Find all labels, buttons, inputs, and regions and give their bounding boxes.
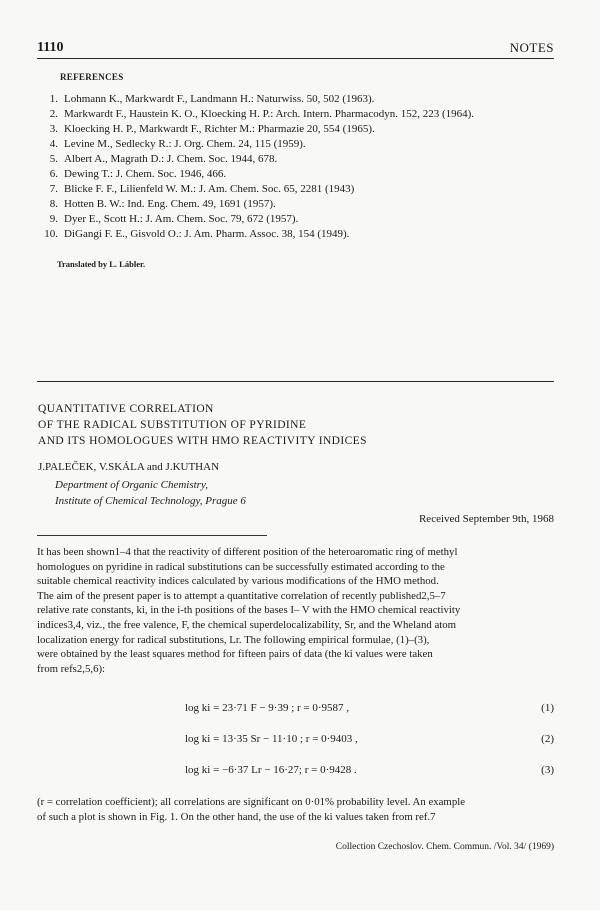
paragraph-line: of such a plot is shown in Fig. 1. On the other hand, the use of the ki values taken from ref.7 [37,810,436,823]
equation-2: log ki = 13·35 Sr − 11·10 ; r = 0·9403 , [185,733,358,745]
paragraph-line: (r = correlation coefficient); all correlations are significant on 0·01% probability level. An example [37,796,466,808]
institute: Institute of Chemical Technology, Prague 6 [55,495,246,507]
reference-number: 8. [49,198,58,210]
reference-text: Hotten B. W.: Ind. Eng. Chem. 49, 1691 (1957). [64,198,276,210]
reference-item [37,197,557,212]
reference-text: Blicke F. F., Lilienfeld W. M.: J. Am. Chem. Soc. 65, 2281 (1943) [64,183,355,195]
equation-3: log ki = −6·37 Lr − 16·27; r = 0·9428 . [185,764,357,776]
title-line: OF THE RADICAL SUBSTITUTION OF PYRIDINE [38,419,307,431]
equation-2-number: (2) [541,733,554,745]
paragraph-line: It has been shown1–4 that the reactivity of different position of the heteroaromatic ring of methyl [37,546,458,558]
received-date: Received September 9th, 1968 [418,513,554,525]
running-header-section: NOTES [509,40,554,55]
journal-citation-footer: Collection Czechoslov. Chem. Commun. /Vol. 34/ (1969) [335,842,554,852]
paragraph-line: relative rate constants, ki, in the i-th positions of the bases I– V with the HMO chemical reactivity [37,604,461,617]
page-number: 1110 [37,40,64,55]
reference-item [37,227,557,242]
reference-number: 1. [49,93,58,105]
reference-text: Dewing T.: J. Chem. Soc. 1946, 466. [64,168,227,180]
reference-text: Kloecking H. P., Markwardt F., Richter M.: Pharmazie 20, 554 (1965). [64,123,375,135]
paragraph-line: The aim of the present paper is to attempt a quantitative correlation of recently published2,5–7 [37,589,446,602]
paragraph-line: were obtained by the least squares method for fifteen pairs of data (the ki values were taken [37,648,433,661]
paragraph-line: indices3,4, viz., the free valence, F, the chemical superdelocalizability, Sr, and the Wheland atom [37,618,457,631]
reference-number: 4. [49,138,58,150]
reference-text: Dyer E., Scott H.: J. Am. Chem. Soc. 79, 672 (1957). [64,213,299,225]
references-heading: REFERENCES [60,72,124,82]
reference-number: 9. [49,213,58,225]
equation-1-number: (1) [541,702,554,714]
paragraph-line: homologues on pyridine in radical substitutions can be successfully estimated according to the [37,560,445,573]
equation-1: log ki = 23·71 F − 9·39 ; r = 0·9587 , [185,702,350,714]
body-paragraph-2 [37,795,554,824]
reference-text: Albert A., Magrath D.: J. Chem. Soc. 1944, 678. [64,153,278,165]
reference-item [37,92,557,107]
reference-item [37,137,557,152]
paragraph-line: suitable chemical reactivity indices calculated by various modifications of the HMO method. [37,575,439,588]
reference-number: 10. [44,228,58,240]
reference-number: 7. [49,183,58,195]
reference-text: Lohmann K., Markwardt F., Landmann H.: Naturwiss. 50, 502 (1963). [64,93,375,105]
reference-number: 6. [49,168,58,180]
paragraph-line: localization energy for radical substitutions, Lr. The following empirical formulae, (1)–(3), [37,633,430,646]
header-rule [37,58,554,59]
reference-number: 3. [49,123,58,135]
reference-item [37,212,557,227]
article-title [38,401,367,449]
reference-text: Markwardt F., Haustein K. O., Kloecking H. P.: Arch. Intern. Pharmacodyn. 152, 223 (1964). [64,108,475,120]
reference-item [37,167,557,182]
reference-number: 2. [49,108,58,120]
reference-number: 5. [49,153,58,165]
article-authors: J.PALEČEK, V.SKÁLA and J.KUTHAN [38,461,220,473]
abstract-rule [37,535,267,536]
reference-list [37,92,557,242]
department: Department of Organic Chemistry, [55,479,208,491]
section-divider [37,381,554,382]
reference-text: Levine M., Sedlecky R.: J. Org. Chem. 24, 115 (1959). [64,138,306,150]
translator-credit: Translated by L. Lábler. [57,259,146,269]
reference-text: DiGangi F. E., Gisvold O.: J. Am. Pharm. Assoc. 38, 154 (1949). [64,228,350,240]
reference-item [37,152,557,167]
title-line: AND ITS HOMOLOGUES WITH HMO REACTIVITY INDICES [38,435,367,447]
body-paragraph-1 [37,545,554,676]
title-line: QUANTITATIVE CORRELATION [38,403,214,415]
affiliation [55,477,246,509]
equation-3-number: (3) [541,764,554,776]
reference-item [37,107,557,122]
paragraph-line: from refs2,5,6): [37,662,106,675]
reference-item [37,122,557,137]
reference-item [37,182,557,197]
